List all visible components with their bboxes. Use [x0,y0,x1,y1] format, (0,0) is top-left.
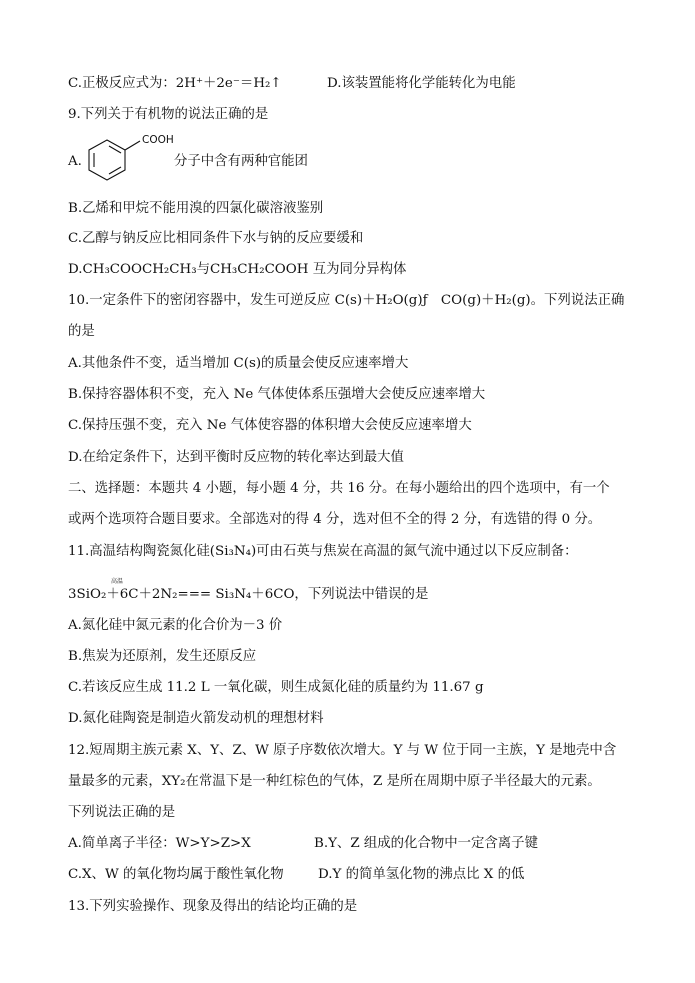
q10-option-a: A.其他条件不变，适当增加 C(s)的质量会使反应速率增大 [68,356,409,371]
section-2-instructions-line1: 二、选择题：本题共 4 小题，每小题 4 分，共 16 分。在每小题给出的四个选项中，有一个 [68,481,610,496]
q9-option-b: B.乙烯和甲烷不能用溴的四氯化碳溶液鉴别 [68,201,324,216]
q13-stem: 13.下列实验操作、现象及得出的结论均正确的是 [68,899,358,914]
benzoic-acid-structure [84,132,144,188]
q12-stem-line1: 12.短周期主族元素 X、Y、Z、W 原子序数依次增大。Y 与 W 位于同一主族，Y 是地壳中含 [68,743,617,758]
reaction-condition-label: 高温 [111,578,124,585]
q10-option-d: D.在给定条件下，达到平衡时反应物的转化率达到最大值 [68,450,404,465]
q11-equation: 3SiO₂＋6C＋2N₂=== Si₃N₄＋6CO，下列说法中错误的是 [68,587,429,602]
q12-option-a: A.简单离子半径：W>Y>Z>X [68,836,251,851]
q10-option-b: B.保持容器体积不变，充入 Ne 气体使体系压强增大会使反应速率增大 [68,387,486,402]
q11-option-b: B.焦炭为还原剂，发生还原反应 [68,649,257,664]
cooh-label: COOH [142,134,174,146]
q9-option-c: C.乙醇与钠反应比相同条件下水与钠的反应要缓和 [68,231,364,246]
q8-option-c: C.正极反应式为：2H⁺＋2e⁻＝H₂↑ [68,76,282,91]
section-2-instructions-line2: 或两个选项符合题目要求。全部选对的得 4 分，选对但不全的得 2 分，有选错的得 0 分。 [68,512,602,527]
q11-option-c: C.若该反应生成 11.2 L 一氧化碳，则生成氮化硅的质量约为 11.67 g [68,680,484,695]
q10-option-c: C.保持压强不变，充入 Ne 气体使容器的体积增大会使反应速率增大 [68,418,472,433]
q9-stem: 9.下列关于有机物的说法正确的是 [68,107,269,122]
q9-option-a-text: 分子中含有两种官能团 [174,154,308,169]
q12-option-d: D.Y 的简单氢化物的沸点比 X 的低 [318,867,525,882]
q11-option-a: A.氮化硅中氮元素的化合价为－3 价 [68,618,283,633]
q8-option-d: D.该装置能将化学能转化为电能 [327,76,516,91]
q9-option-d: D.CH₃COOCH₂CH₃与CH₃CH₂COOH 互为同分异构体 [68,262,407,277]
q9-option-a-label: A. [68,154,82,169]
q12-stem-line3: 下列说法正确的是 [68,805,176,820]
q10-stem-line2: 的是 [68,324,95,339]
q12-option-c: C.X、W 的氧化物均属于酸性氧化物 [68,867,284,882]
q12-stem-line2: 量最多的元素，XY₂在常温下是一种红棕色的气体，Z 是所在周期中原子半径最大的元素。 [68,774,601,789]
q11-stem-line1: 11.高温结构陶瓷氮化硅(Si₃N₄)可由石英与焦炭在高温的氮气流中通过以下反应制备： [68,544,578,559]
q10-stem-line1: 10.一定条件下的密闭容器中，发生可逆反应 C(s)＋H₂O(g)ƒ CO(g)＋H₂(g)。下列说法正确 [68,293,625,308]
q11-option-d: D.氮化硅陶瓷是制造火箭发动机的理想材料 [68,711,324,726]
q12-option-b: B.Y、Z 组成的化合物中一定含离子键 [314,836,538,851]
